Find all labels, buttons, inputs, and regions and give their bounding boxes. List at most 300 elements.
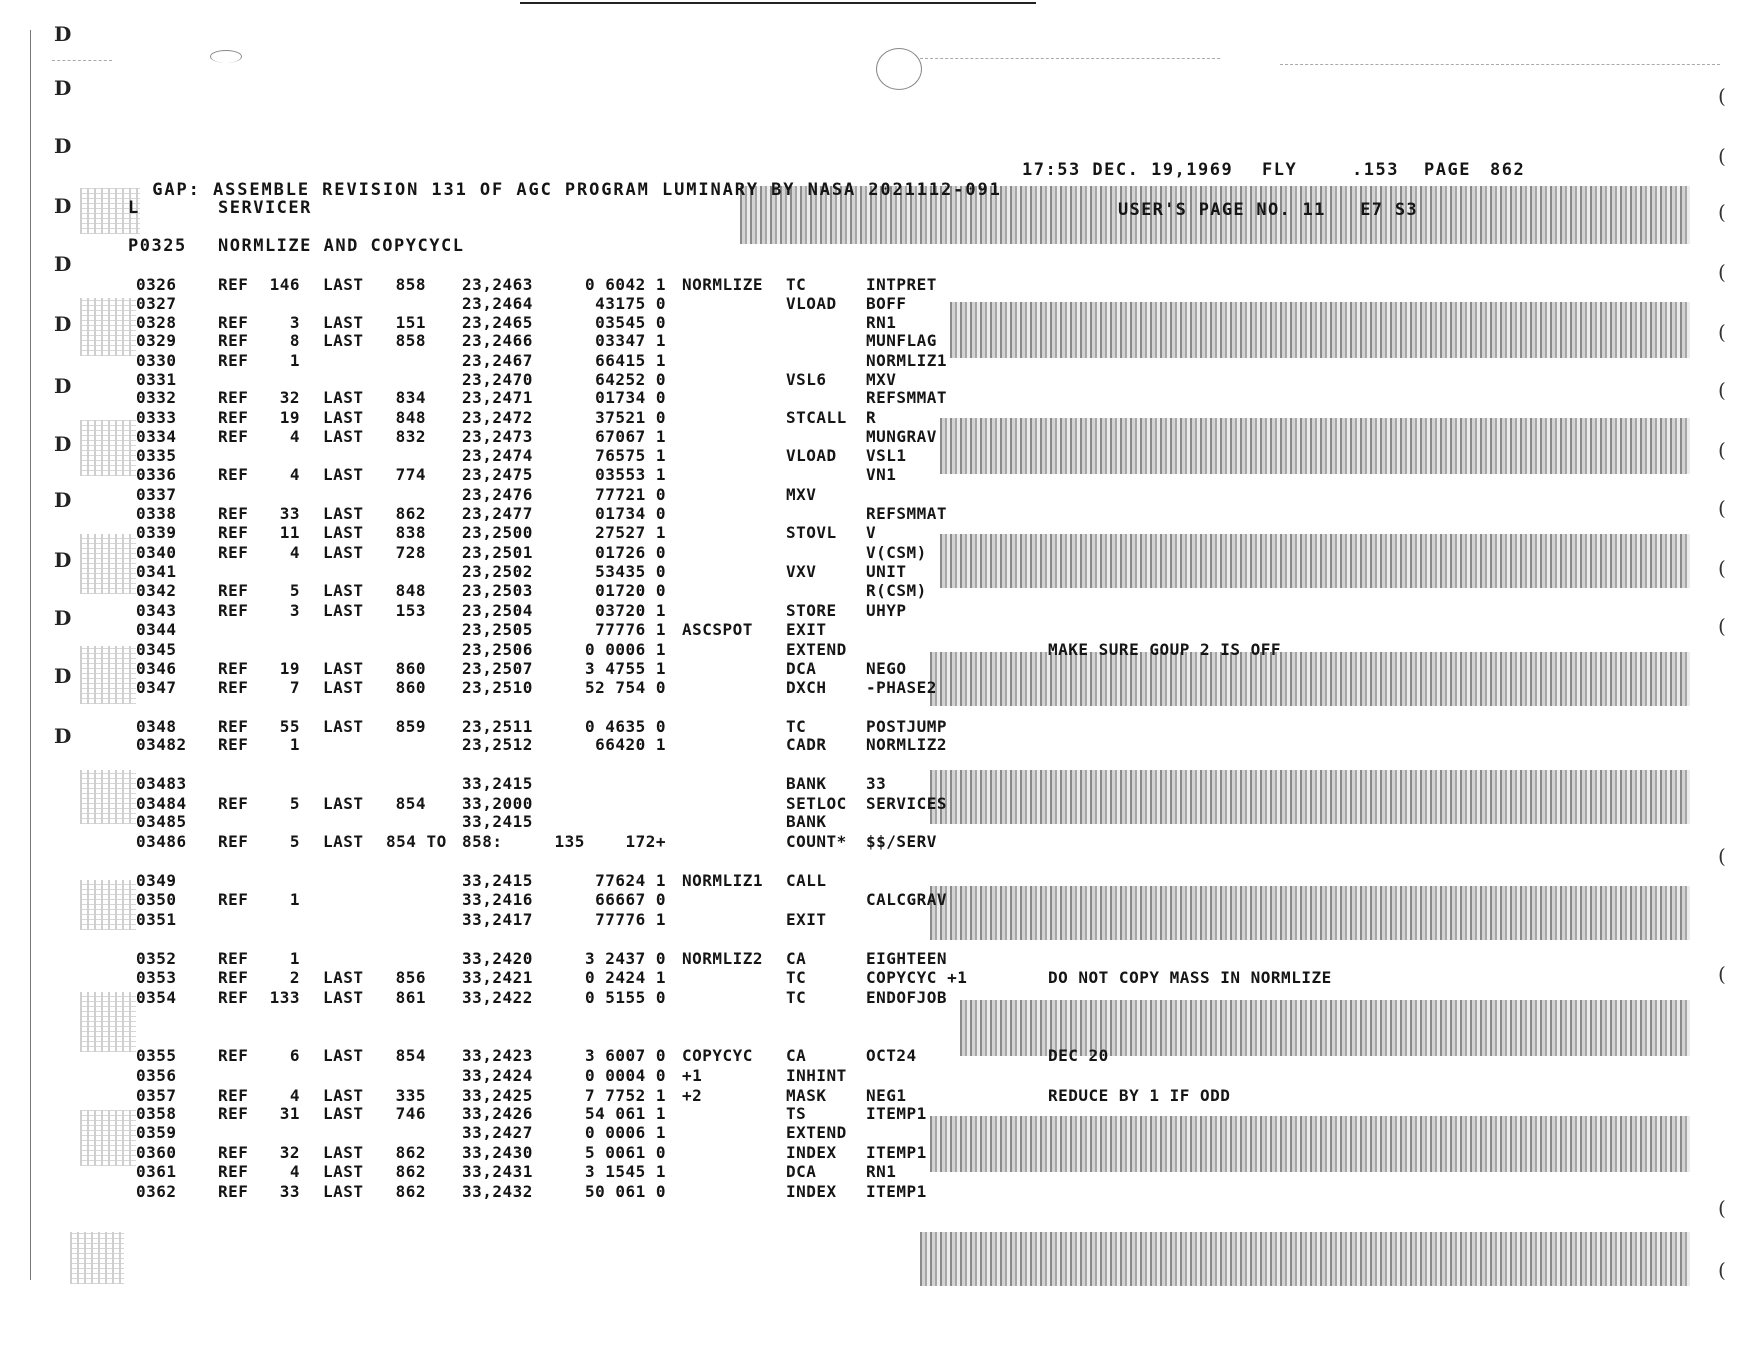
line-last: LAST — [323, 408, 364, 427]
line-comment: REDUCE BY 1 IF ODD — [1048, 1086, 1231, 1105]
line-comment: DO NOT COPY MASS IN NORMLIZE — [1048, 968, 1332, 987]
header-mode: FLY — [1262, 160, 1298, 180]
right-margin-mark: ( — [1718, 260, 1726, 284]
line-seq: 0360 — [136, 1143, 177, 1162]
line-code: 5 0061 0 — [584, 1143, 666, 1162]
line-seq: 0343 — [136, 601, 177, 620]
line-refn: 33 — [279, 1182, 300, 1201]
line-seq: 0331 — [136, 370, 177, 389]
header-title: GAP: ASSEMBLE REVISION 131 OF AGC PROGRAM LUMINARY BY NASA 2021112-091 — [152, 180, 1002, 200]
line-lastn: 854 — [395, 1046, 426, 1065]
margin-mark: D — [54, 252, 72, 276]
line-addr: 33,2415 — [462, 812, 533, 831]
line-operand: ITEMP1 — [866, 1182, 927, 1201]
line-addr: 23,2503 — [462, 581, 533, 600]
line-seq: 0338 — [136, 504, 177, 523]
line-lastn: 862 — [395, 504, 426, 523]
line-seq: 0329 — [136, 331, 177, 350]
line-code: 66420 1 — [595, 735, 666, 754]
line-ref: REF — [218, 717, 249, 736]
line-last: LAST — [323, 968, 364, 987]
line-code: 0 0006 1 — [584, 640, 666, 659]
margin-mark: D — [54, 312, 72, 336]
line-last: LAST — [323, 832, 364, 851]
line-seq: 03483 — [136, 774, 187, 793]
line-op: TC — [786, 717, 807, 736]
line-seq: 0328 — [136, 313, 177, 332]
line-code: 0 0006 1 — [584, 1123, 666, 1142]
header-page-number: 862 — [1490, 160, 1526, 180]
line-refn: 6 — [289, 1046, 300, 1065]
scan-band — [940, 534, 1690, 588]
line-seq: 0340 — [136, 543, 177, 562]
line-seq: 0355 — [136, 1046, 177, 1065]
right-margin-mark: ( — [1718, 844, 1726, 868]
line-last: LAST — [323, 717, 364, 736]
line-lastn: 848 — [395, 581, 426, 600]
line-ref: REF — [218, 331, 249, 350]
line-code: 03720 1 — [595, 601, 666, 620]
scan-noise — [70, 1232, 124, 1284]
line-operand: EIGHTEEN — [866, 949, 948, 968]
line-last: LAST — [323, 275, 364, 294]
listing-header — [128, 160, 1002, 200]
right-margin-mark: ( — [1718, 1258, 1726, 1282]
line-op: COUNT* — [786, 832, 847, 851]
scan-band — [940, 418, 1690, 474]
line-addr: 33,2426 — [462, 1104, 533, 1123]
line-comment: MAKE SURE GOUP 2 IS OFF — [1048, 640, 1282, 659]
line-seq: 0336 — [136, 465, 177, 484]
line-op: BANK — [786, 774, 827, 793]
header-page-label: PAGE — [1424, 160, 1471, 180]
line-label: COPYCYC — [682, 1046, 753, 1065]
section-name: SERVICER — [218, 198, 312, 218]
line-ref: REF — [218, 504, 249, 523]
line-seq: 0333 — [136, 408, 177, 427]
line-ref: REF — [218, 408, 249, 427]
line-operand: UNIT — [866, 562, 907, 581]
line-code: 7 7752 1 — [584, 1086, 666, 1105]
line-seq: 0353 — [136, 968, 177, 987]
line-refn: 4 — [289, 427, 300, 446]
line-operand: ITEMP1 — [866, 1104, 927, 1123]
line-last: LAST — [323, 601, 364, 620]
line-refn: 11 — [279, 523, 300, 542]
line-lastn: 861 — [395, 988, 426, 1007]
right-margin-mark: ( — [1718, 496, 1726, 520]
line-operand: $$/SERV — [866, 832, 937, 851]
line-addr: 23,2471 — [462, 388, 533, 407]
line-code: 0 6042 1 — [584, 275, 666, 294]
line-last: LAST — [323, 388, 364, 407]
line-ref: REF — [218, 1162, 249, 1181]
line-code: 0 5155 0 — [584, 988, 666, 1007]
line-code: 37521 0 — [595, 408, 666, 427]
line-ref: REF — [218, 313, 249, 332]
line-lastn: 153 — [395, 601, 426, 620]
line-code: 0 4635 0 — [584, 717, 666, 736]
line-refn: 55 — [279, 717, 300, 736]
line-operand: R(CSM) — [866, 581, 927, 600]
line-op: VLOAD — [786, 294, 837, 313]
margin-mark: D — [54, 76, 72, 100]
line-label: +1 — [682, 1066, 703, 1085]
line-seq: 0332 — [136, 388, 177, 407]
line-addr: 33,2415 — [462, 871, 533, 890]
line-ref: REF — [218, 1046, 249, 1065]
line-addr: 23,2474 — [462, 446, 533, 465]
line-last: LAST — [323, 427, 364, 446]
line-addr: 23,2510 — [462, 678, 533, 697]
line-code: 43175 0 — [595, 294, 666, 313]
right-margin-mark: ( — [1718, 378, 1726, 402]
line-seq: 0337 — [136, 485, 177, 504]
line-last: LAST — [323, 988, 364, 1007]
line-operand: NEGO — [866, 659, 907, 678]
line-seq: 03486 — [136, 832, 187, 851]
line-ref: REF — [218, 678, 249, 697]
line-seq: 0357 — [136, 1086, 177, 1105]
line-lastn: 860 — [395, 659, 426, 678]
line-code: 77776 1 — [595, 910, 666, 929]
margin-mark: D — [54, 548, 72, 572]
line-label: ASCSPOT — [682, 620, 753, 639]
line-operand: OCT24 — [866, 1046, 917, 1065]
line-seq: 0348 — [136, 717, 177, 736]
line-addr: 23,2470 — [462, 370, 533, 389]
line-lastn: 854 — [395, 794, 426, 813]
line-last: LAST — [323, 504, 364, 523]
line-op: EXTEND — [786, 1123, 847, 1142]
line-seq: 0330 — [136, 351, 177, 370]
line-ref: REF — [218, 890, 249, 909]
line-code: 03545 0 — [595, 313, 666, 332]
line-refn: 5 — [289, 832, 300, 851]
line-op: STORE — [786, 601, 837, 620]
line-ref: REF — [218, 388, 249, 407]
scan-noise — [80, 420, 136, 476]
line-op: EXTEND — [786, 640, 847, 659]
line-last: LAST — [323, 1143, 364, 1162]
line-code: 01734 0 — [595, 388, 666, 407]
line-comment: DEC 20 — [1048, 1046, 1109, 1065]
line-operand: VSL1 — [866, 446, 907, 465]
line-operand: REFSMMAT — [866, 504, 948, 523]
line-ref: REF — [218, 949, 249, 968]
line-op: TC — [786, 968, 807, 987]
line-last: LAST — [323, 1086, 364, 1105]
line-ref: REF — [218, 968, 249, 987]
margin-mark: D — [54, 432, 72, 456]
scan-noise — [80, 298, 136, 356]
line-addr: 23,2477 — [462, 504, 533, 523]
line-operand: INTPRET — [866, 275, 937, 294]
line-refn: 33 — [279, 504, 300, 523]
line-last: LAST — [323, 581, 364, 600]
line-operand: VN1 — [866, 465, 897, 484]
scan-dash-line — [1280, 64, 1720, 65]
line-operand: RN1 — [866, 1162, 897, 1181]
margin-mark: D — [54, 22, 72, 46]
line-addr: 23,2466 — [462, 331, 533, 350]
line-addr: 33,2415 — [462, 774, 533, 793]
line-operand: MUNFLAG — [866, 331, 937, 350]
line-label: NORMLIZE — [682, 275, 764, 294]
right-margin-mark: ( — [1718, 614, 1726, 638]
line-ref: REF — [218, 351, 249, 370]
line-operand: NEG1 — [866, 1086, 907, 1105]
line-code: 76575 1 — [595, 446, 666, 465]
line-op: INDEX — [786, 1143, 837, 1162]
line-code: 03347 1 — [595, 331, 666, 350]
line-addr: 23,2512 — [462, 735, 533, 754]
line-code: 03553 1 — [595, 465, 666, 484]
line-lastn: 774 — [395, 465, 426, 484]
line-addr: 23,2472 — [462, 408, 533, 427]
line-code: 3 6007 0 — [584, 1046, 666, 1065]
scan-noise — [80, 1110, 136, 1166]
margin-mark: D — [54, 194, 72, 218]
line-op: DCA — [786, 659, 817, 678]
line-operand: V — [866, 523, 877, 542]
line-addr: 33,2423 — [462, 1046, 533, 1065]
scan-noise — [80, 770, 136, 824]
line-op: CALL — [786, 871, 827, 890]
scan-band — [930, 886, 1690, 940]
line-operand: REFSMMAT — [866, 388, 948, 407]
line-op: BANK — [786, 812, 827, 831]
line-refn: 4 — [289, 1086, 300, 1105]
line-code: 135 172+ — [554, 832, 666, 851]
line-refn: 3 — [289, 313, 300, 332]
line-operand: POSTJUMP — [866, 717, 948, 736]
scan-noise — [80, 534, 136, 594]
line-ref: REF — [218, 465, 249, 484]
line-addr: 33,2427 — [462, 1123, 533, 1142]
line-op: STOVL — [786, 523, 837, 542]
line-seq: 03485 — [136, 812, 187, 831]
section-letter: L — [128, 198, 140, 218]
scan-band — [930, 770, 1690, 824]
line-seq: 0344 — [136, 620, 177, 639]
line-code: 0 2424 1 — [584, 968, 666, 987]
line-last: LAST — [323, 1046, 364, 1065]
line-op: DCA — [786, 1162, 817, 1181]
line-ref: REF — [218, 988, 249, 1007]
line-lastn: 862 — [395, 1182, 426, 1201]
line-addr: 23,2505 — [462, 620, 533, 639]
line-operand: UHYP — [866, 601, 907, 620]
line-seq: 0341 — [136, 562, 177, 581]
line-seq: 0326 — [136, 275, 177, 294]
punch-hole — [876, 48, 922, 90]
line-last: LAST — [323, 678, 364, 697]
line-addr: 858: — [462, 832, 503, 851]
line-addr: 23,2475 — [462, 465, 533, 484]
line-addr: 33,2432 — [462, 1182, 533, 1201]
line-addr: 33,2422 — [462, 988, 533, 1007]
margin-mark: D — [54, 664, 72, 688]
line-lastn: 858 — [395, 331, 426, 350]
line-ref: REF — [218, 735, 249, 754]
line-lastn: 854 TO — [386, 832, 447, 851]
line-seq: 0339 — [136, 523, 177, 542]
line-lastn: 746 — [395, 1104, 426, 1123]
line-label: NORMLIZ1 — [682, 871, 764, 890]
line-last: LAST — [323, 1182, 364, 1201]
line-seq: 0361 — [136, 1162, 177, 1181]
line-code: 54 061 1 — [584, 1104, 666, 1123]
page-ref-title: NORMLIZE AND COPYCYCL — [218, 236, 465, 256]
line-operand: COPYCYC +1 — [866, 968, 968, 987]
line-last: LAST — [323, 313, 364, 332]
line-lastn: 860 — [395, 678, 426, 697]
line-addr: 23,2501 — [462, 543, 533, 562]
line-op: CA — [786, 1046, 807, 1065]
line-code: 67067 1 — [595, 427, 666, 446]
right-margin-mark: ( — [1718, 962, 1726, 986]
line-seq: 0354 — [136, 988, 177, 1007]
line-code: 3 1545 1 — [584, 1162, 666, 1181]
line-op: INHINT — [786, 1066, 847, 1085]
line-ref: REF — [218, 832, 249, 851]
line-op: TC — [786, 988, 807, 1007]
right-margin-mark: ( — [1718, 1196, 1726, 1220]
line-refn: 3 — [289, 601, 300, 620]
line-refn: 5 — [289, 581, 300, 600]
right-margin-mark: ( — [1718, 144, 1726, 168]
line-last: LAST — [323, 659, 364, 678]
line-addr: 23,2502 — [462, 562, 533, 581]
margin-mark: D — [54, 134, 72, 158]
line-lastn: 151 — [395, 313, 426, 332]
line-refn: 4 — [289, 543, 300, 562]
margin-mark: D — [54, 488, 72, 512]
line-op: VSL6 — [786, 370, 827, 389]
header-timestamp: 17:53 DEC. 19,1969 — [1022, 160, 1234, 180]
line-refn: 31 — [279, 1104, 300, 1123]
line-lastn: 856 — [395, 968, 426, 987]
line-refn: 32 — [279, 1143, 300, 1162]
top-rule — [520, 2, 1036, 4]
line-addr: 23,2463 — [462, 275, 533, 294]
line-lastn: 728 — [395, 543, 426, 562]
scan-band — [920, 1232, 1690, 1286]
margin-mark: D — [54, 374, 72, 398]
line-op: VLOAD — [786, 446, 837, 465]
line-op: EXIT — [786, 910, 827, 929]
line-refn: 133 — [269, 988, 300, 1007]
line-addr: 33,2424 — [462, 1066, 533, 1085]
line-ref: REF — [218, 601, 249, 620]
line-lastn: 862 — [395, 1143, 426, 1162]
line-seq: 0342 — [136, 581, 177, 600]
line-ref: REF — [218, 523, 249, 542]
line-refn: 1 — [289, 949, 300, 968]
header-number: .153 — [1352, 160, 1399, 180]
line-addr: 23,2500 — [462, 523, 533, 542]
line-code: 77776 1 — [595, 620, 666, 639]
line-seq: 0358 — [136, 1104, 177, 1123]
scan-dash-line — [920, 58, 1220, 59]
line-ref: REF — [218, 1143, 249, 1162]
line-seq: 0362 — [136, 1182, 177, 1201]
line-refn: 4 — [289, 1162, 300, 1181]
line-last: LAST — [323, 331, 364, 350]
line-seq: 03484 — [136, 794, 187, 813]
punch-hole — [210, 50, 242, 63]
line-ref: REF — [218, 794, 249, 813]
line-seq: 0349 — [136, 871, 177, 890]
line-lastn: 335 — [395, 1086, 426, 1105]
line-op: VXV — [786, 562, 817, 581]
line-code: 66667 0 — [595, 890, 666, 909]
line-code: 50 061 0 — [584, 1182, 666, 1201]
line-ref: REF — [218, 1182, 249, 1201]
line-ref: REF — [218, 1086, 249, 1105]
line-code: 01720 0 — [595, 581, 666, 600]
line-code: 77624 1 — [595, 871, 666, 890]
line-seq: 0327 — [136, 294, 177, 313]
line-lastn: 859 — [395, 717, 426, 736]
line-refn: 5 — [289, 794, 300, 813]
line-code: 01734 0 — [595, 504, 666, 523]
line-addr: 23,2476 — [462, 485, 533, 504]
margin-mark: D — [54, 724, 72, 748]
line-ref: REF — [218, 427, 249, 446]
line-operand: ITEMP1 — [866, 1143, 927, 1162]
line-code: 77721 0 — [595, 485, 666, 504]
line-addr: 23,2464 — [462, 294, 533, 313]
line-addr: 33,2000 — [462, 794, 533, 813]
line-addr: 23,2507 — [462, 659, 533, 678]
line-label: NORMLIZ2 — [682, 949, 764, 968]
line-addr: 33,2417 — [462, 910, 533, 929]
right-margin-mark: ( — [1718, 200, 1726, 224]
line-addr: 33,2420 — [462, 949, 533, 968]
line-last: LAST — [323, 465, 364, 484]
line-operand: V(CSM) — [866, 543, 927, 562]
scan-noise — [80, 992, 136, 1052]
line-seq: 0347 — [136, 678, 177, 697]
line-operand: MXV — [866, 370, 897, 389]
line-ref: REF — [218, 543, 249, 562]
scan-noise — [80, 646, 136, 704]
line-last: LAST — [323, 523, 364, 542]
line-addr: 23,2511 — [462, 717, 533, 736]
line-addr: 23,2506 — [462, 640, 533, 659]
line-refn: 32 — [279, 388, 300, 407]
line-operand: BOFF — [866, 294, 907, 313]
line-refn: 4 — [289, 465, 300, 484]
line-operand: NORMLIZ2 — [866, 735, 948, 754]
line-seq: 0346 — [136, 659, 177, 678]
line-lastn: 858 — [395, 275, 426, 294]
line-operand: R — [866, 408, 877, 427]
line-lastn: 848 — [395, 408, 426, 427]
line-ref: REF — [218, 275, 249, 294]
line-operand: 33 — [866, 774, 887, 793]
line-lastn: 838 — [395, 523, 426, 542]
margin-mark: D — [54, 606, 72, 630]
line-refn: 19 — [279, 408, 300, 427]
line-refn: 146 — [269, 275, 300, 294]
line-operand: MUNGRAV — [866, 427, 937, 446]
right-margin-mark: ( — [1718, 556, 1726, 580]
line-ref: REF — [218, 581, 249, 600]
line-op: CA — [786, 949, 807, 968]
